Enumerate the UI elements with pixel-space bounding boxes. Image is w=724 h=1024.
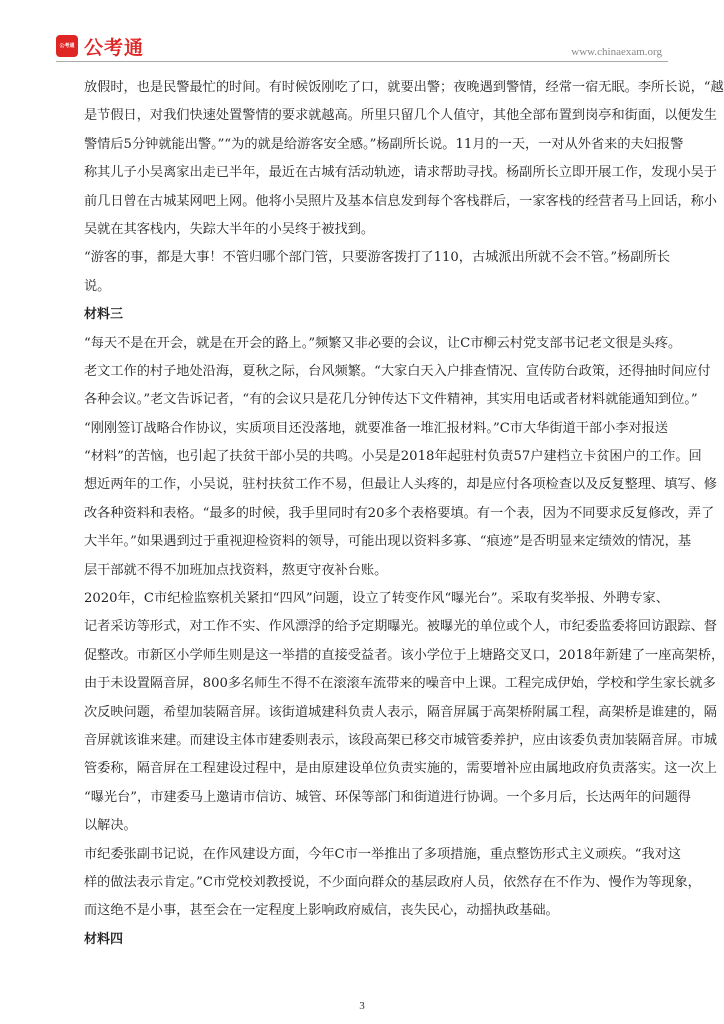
text-line: “材料”的苦恼，也引起了扶贫干部小吴的共鸣。小吴是2018年起驻村负责57户建档立卡贫困户的工作。回 — [84, 449, 702, 465]
text-line: 样的做法表示肯定。”C市党校刘教授说，不少面向群众的基层政府人员，依然存在不作为、慢作为等现象， — [84, 874, 701, 890]
text-line: 老文工作的村子地处沿海，夏秋之际，台风频繁。“大家白天入户排查情况、宣传防台政策，还得抽时间应付 — [84, 363, 711, 379]
text-line: 大半年。”如果遇到过于重视迎检资料的领导，可能出现以资料多寡、“痕迹”是否明显来定绩效的情况，基 — [84, 534, 692, 550]
text-line: 是节假日，对我们快速处置警情的要求就越高。所里只留几个人值守，其他全部布置到岗亭和街面，以便发生 — [84, 108, 717, 124]
text-line: 由于未设置隔音屏，800多名师生不得不在滚滚车流带来的噪音中上课。工程完成伊始，学校和学生家长就多 — [84, 676, 716, 692]
page-number: 3 — [359, 1000, 365, 1012]
text-line: 促整改。市新区小学师生则是这一举措的直接受益者。该小学位于上塘路交叉口，2018年新建了一座高架桥， — [84, 647, 724, 663]
text-line: 而这绝不是小事，甚至会在一定程度上影响政府威信，丧失民心，动摇执政基础。 — [84, 903, 559, 919]
text-line: 2020年，C市纪检监察机关紧扣“四风”问题，设立了转变作风“曝光台”。采取有奖举报、外聘专家、 — [84, 591, 669, 607]
text-line: “刚刚签订战略合作协议，实质项目还没落地，就要准备一堆汇报材料。”C市大华街道干部小李对报送 — [84, 420, 669, 436]
text-line: 说。 — [84, 278, 111, 294]
text-line: 想近两年的工作，小吴说，驻村扶贫工作不易，但最让人头疼的，却是应付各项检查以及反复整理、填写、修 — [84, 477, 717, 493]
header-divider — [56, 61, 668, 62]
text-line-indented: “游客的事，都是大事！不管归哪个部门管，只要游客拨打了110，古城派出所就不会不管。”杨副所长 — [84, 250, 670, 266]
text-line: 音屏就该谁来建。而建设主体市建委则表示，该段高架已移交市城管委养护，应由该委负责加装隔音屏。市城 — [84, 732, 717, 748]
text-line: 以解决。 — [84, 818, 137, 834]
text-line: 管委称，隔音屏在工程建设过程中，是由原建设单位负责实施的，需要增补应由属地政府负责落实。这一次上 — [84, 761, 717, 777]
text-line: 市纪委张副书记说，在作风建设方面，今年C市一举推出了多项措施，重点整饬形式主义顽疾。“我对这 — [84, 846, 682, 862]
site-url[interactable]: www.chinaexam.org — [571, 46, 662, 58]
section-heading-material-4: 材料四 — [84, 931, 124, 947]
logo-badge-icon: 公考通 — [56, 35, 78, 57]
text-line: 前几日曾在古城某网吧上网。他将小吴照片及基本信息发到每个客栈群后，一家客栈的经营者马上回话，称小 — [84, 193, 717, 209]
text-line: 记者采访等形式，对工作不实、作风漂浮的给予定期曝光。被曝光的单位或个人，市纪委监委将回访跟踪、督 — [84, 619, 717, 635]
text-line: 各种会议。”老文告诉记者，“有的会议只是花几分钟传达下文件精神，其实用电话或者材料就能通知到位。” — [84, 392, 698, 408]
text-line: 吴就在其客栈内，失踪大半年的小吴终于被找到。 — [84, 221, 375, 237]
text-line: “曝光台”，市建委马上邀请市信访、城管、环保等部门和街道进行协调。一个多月后，长达两年的问题得 — [84, 789, 691, 805]
text-line: 改各种资料和表格。“最多的时候，我手里同时有20多个表格要填。有一个表，因为不同要求反复修改，弄了 — [84, 505, 715, 521]
text-line: 警情后5分钟就能出警。”“为的就是给游客安全感。”杨副所长说。11月的一天，一对从外省来的夫妇报警 — [84, 136, 684, 152]
brand-logo[interactable] — [56, 34, 144, 58]
document-body — [84, 74, 724, 954]
text-line — [84, 244, 670, 272]
text-line: 放假时，也是民警最忙的时间。有时候饭刚吃了口，就要出警；夜晚遇到警情，经常一宿无眠。李所长说，“越 — [84, 80, 724, 95]
text-line: 次反映问题，希望加装隔音屏。该街道城建科负责人表示，隔音屏属于高架桥附属工程，高架桥是谁建的，隔 — [84, 704, 717, 720]
page-header — [0, 0, 724, 60]
section-heading-material-3: 材料三 — [84, 307, 124, 323]
text-line: 称其儿子小吴离家出走已半年，最近在古城有活动轨迹，请求帮助寻找。杨副所长立即开展工作，发现小吴于 — [84, 165, 717, 181]
text-line: “每天不是在开会，就是在开会的路上。”频繁又非必要的会议，让C市柳云村党支部书记老文很是头疼。 — [84, 335, 682, 351]
text-line: 层干部就不得不加班加点找资料，熬更守夜补台账。 — [84, 562, 388, 578]
logo-text: 公考通 — [84, 36, 145, 59]
